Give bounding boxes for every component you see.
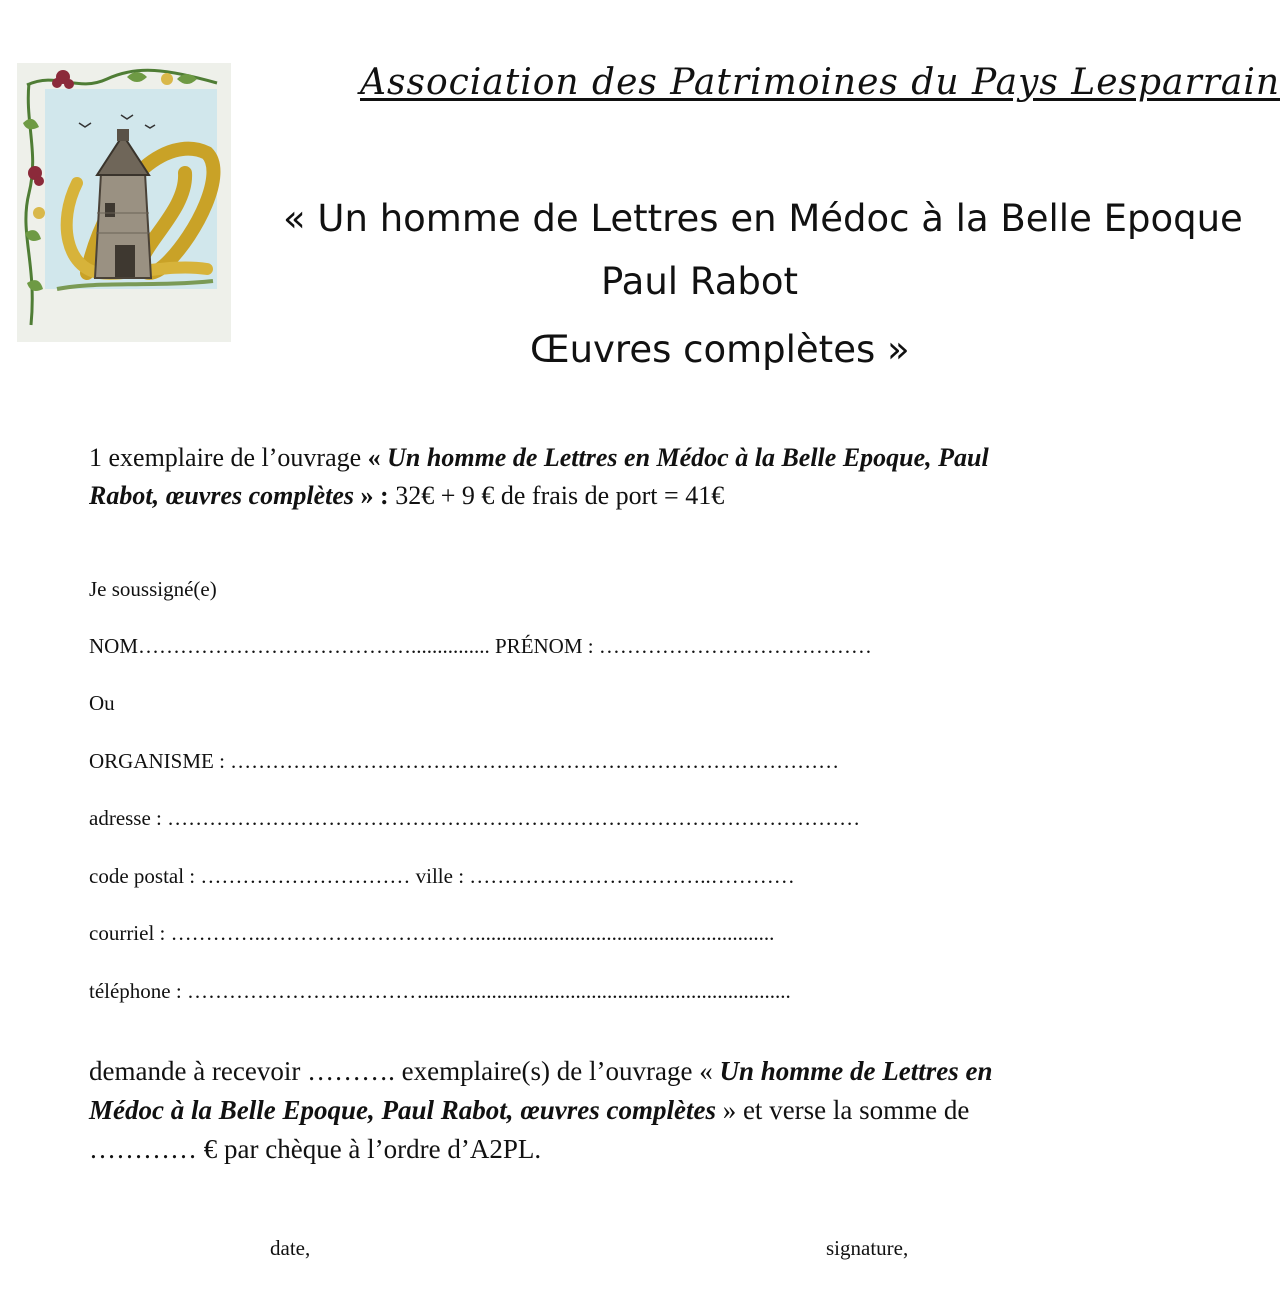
organisme-field[interactable]: ORGANISME : …………………………………………………………………………… [89,749,840,773]
association-logo [17,63,231,342]
request-book-title-a: Un homme de Lettres en [719,1056,993,1086]
offer-book-title-a: Un homme de Lettres en Médoc à la Belle Epoque, Paul [387,443,989,472]
offer-line-2 [89,477,989,515]
code-postal-ville-field[interactable]: code postal : ………………………… ville : ……………………………..………… [89,864,795,888]
form-or-label: Ou [89,691,115,715]
offer-quote-open: « [367,443,388,472]
book-title-line-2: Paul Rabot [601,260,799,303]
offer-prefix: 1 exemplaire de l’ouvrage [89,443,368,472]
illuminated-letter-icon [17,63,231,342]
request-line-1-text: demande à recevoir ………. exemplaire(s) de l’ouvrage « [89,1056,720,1086]
request-line-2-text: » et verse la somme de [715,1095,970,1125]
book-title-line-3: Œuvres complètes » [530,328,910,371]
request-line-3: ………… € par chèque à l’ordre d’A2PL. [89,1134,542,1164]
date-label: date, [270,1236,311,1260]
association-name: Association des Patrimoines du Pays Lesparrain [360,62,1280,103]
offer-paragraph [89,439,989,515]
request-line-2 [89,1091,970,1130]
request-book-title-b: Médoc à la Belle Epoque, Paul Rabot, œuvres complètes [89,1095,716,1125]
request-line-1 [89,1052,993,1091]
form-intro: Je soussigné(e) [89,577,217,601]
nom-prenom-field[interactable]: NOM…………………………………............... PRÉNOM : ………………………………… [89,634,872,658]
telephone-field[interactable]: téléphone : …………………….………...................................................................... [89,979,791,1003]
order-request-paragraph [89,1052,993,1169]
signature-label: signature, [826,1236,909,1260]
book-title-line-1: « Un homme de Lettres en Médoc à la Belle Epoque [283,197,1243,240]
offer-book-title-b: Rabot, œuvres complètes [89,481,355,510]
offer-price: 32€ + 9 € de frais de port = 41€ [395,481,725,510]
offer-quote-close: » : [354,481,396,510]
adresse-field[interactable]: adresse : ……………………………………………………………………………………… [89,806,861,830]
offer-line-1 [89,439,989,477]
courriel-field[interactable]: courriel : …………..…………………………......................................................... [89,921,775,945]
